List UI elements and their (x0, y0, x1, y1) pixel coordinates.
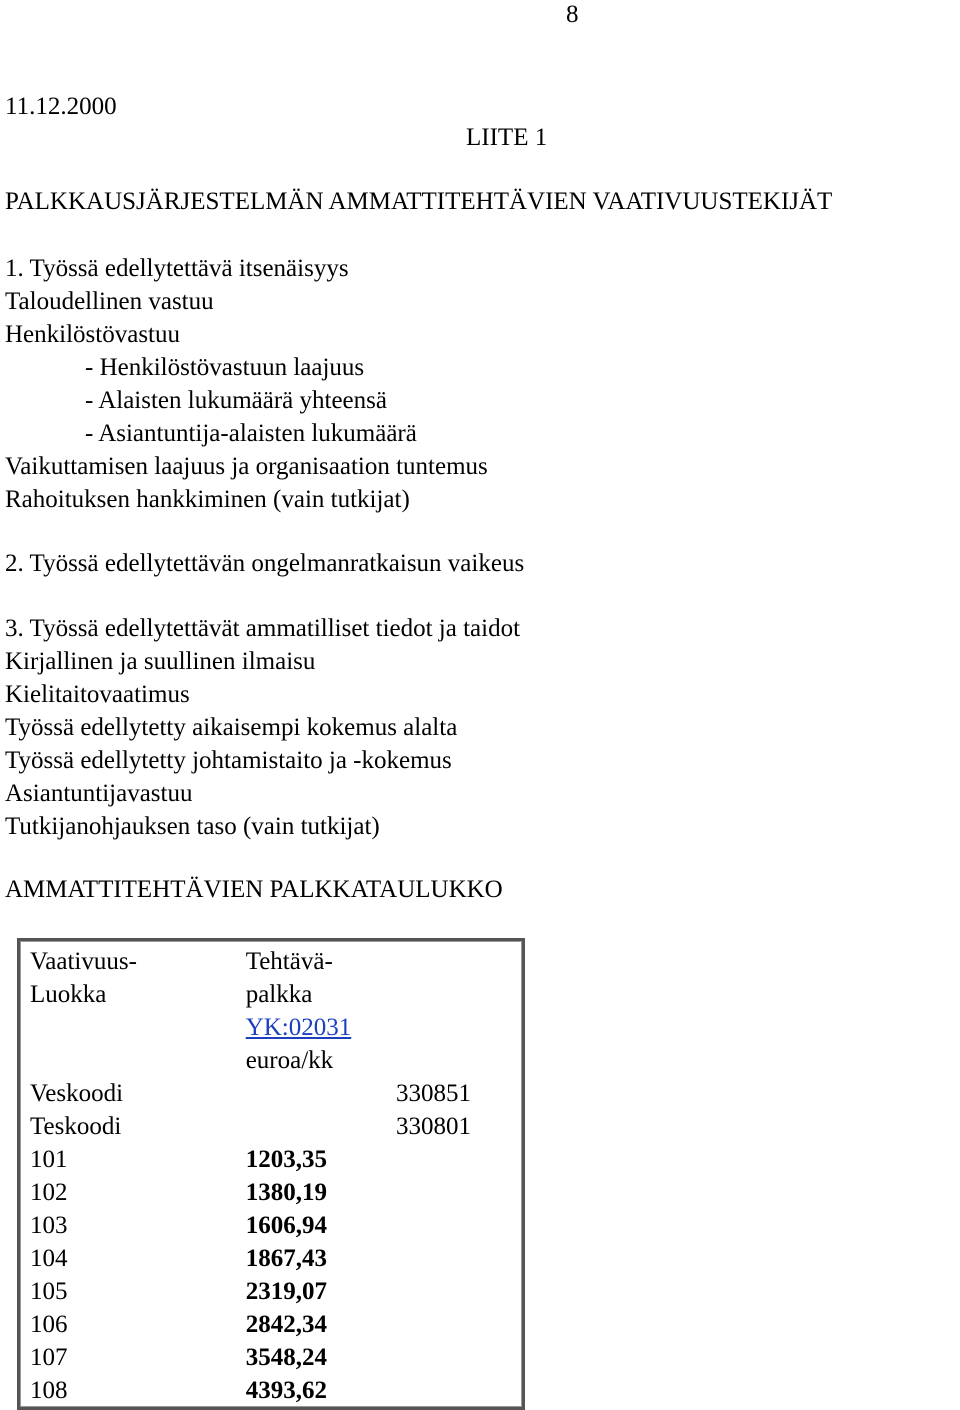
section-1-item: Rahoituksen hankkiminen (vain tutkijat) (5, 486, 410, 513)
section-1-item: Vaikuttamisen laajuus ja organisaation tuntemus (5, 453, 488, 480)
salary-cell: 1380,19 (245, 1179, 327, 1206)
document-date: 11.12.2000 (5, 93, 117, 120)
section-1-item: Taloudellinen vastuu (5, 288, 214, 315)
class-cell: 107 (30, 1344, 68, 1371)
section-1-heading: 1. Työssä edellytettävä itsenäisyys (5, 255, 349, 282)
yk-code-link[interactable]: YK:02031 (245, 1014, 352, 1041)
class-cell: 102 (30, 1179, 68, 1206)
header-unit: euroa/kk (245, 1047, 334, 1074)
table-row (19, 1341, 524, 1374)
section-1 (5, 252, 488, 516)
empty-cell (394, 1275, 524, 1308)
code-empty (246, 1110, 394, 1143)
section-3-item: Työssä edellytetty johtamistaito ja -kokemus (5, 747, 452, 774)
table-row (19, 1242, 524, 1275)
header-salary-line: Tehtävä- (245, 948, 333, 975)
code-value: 330801 (395, 1113, 471, 1140)
section-3-heading: 3. Työssä edellytettävät ammatilliset tiedot ja taidot (5, 615, 521, 642)
table-row (19, 1308, 524, 1341)
code-row (19, 1110, 524, 1143)
salary-cell: 4393,62 (245, 1377, 327, 1404)
salary-cell: 3548,24 (245, 1344, 327, 1371)
empty-cell (394, 1176, 524, 1209)
table-row (19, 1374, 524, 1409)
class-cell: 104 (30, 1245, 68, 1272)
code-label: Veskoodi (30, 1080, 124, 1107)
page-number: 8 (566, 1, 579, 28)
header-class (19, 940, 246, 1078)
empty-cell (394, 1374, 524, 1409)
section-1-subitem: - Alaisten lukumäärä yhteensä (85, 387, 387, 414)
empty-cell (394, 1308, 524, 1341)
code-empty (246, 1077, 394, 1110)
code-label: Teskoodi (30, 1113, 122, 1140)
section-3-item: Työssä edellytetty aikaisempi kokemus alalta (5, 714, 458, 741)
salary-cell: 1203,35 (245, 1146, 327, 1173)
header-class-line: Luokka (30, 981, 107, 1008)
salary-cell: 2319,07 (245, 1278, 327, 1305)
salary-cell: 2842,34 (245, 1311, 327, 1338)
table-row (19, 1275, 524, 1308)
section-2-heading: 2. Työssä edellytettävän ongelmanratkaisun vaikeus (5, 550, 525, 577)
class-cell: 106 (30, 1311, 68, 1338)
header-empty (394, 940, 524, 1078)
header-class-line: Vaativuus- (30, 948, 137, 975)
class-cell: 108 (30, 1377, 68, 1404)
table-title: AMMATTITEHTÄVIEN PALKKATAULUKKO (5, 876, 503, 903)
section-1-item: Henkilöstövastuu (5, 321, 180, 348)
class-cell: 103 (30, 1212, 68, 1239)
class-cell: 105 (30, 1278, 68, 1305)
table-header-row (19, 940, 524, 1078)
section-3-item: Asiantuntijavastuu (5, 780, 193, 807)
table-row (19, 1176, 524, 1209)
document-title: PALKKAUSJÄRJESTELMÄN AMMATTITEHTÄVIEN VAATIVUUSTEKIJÄT (5, 188, 833, 215)
section-3-item: Tutkijanohjauksen taso (vain tutkijat) (5, 813, 380, 840)
table-row (19, 1143, 524, 1176)
section-3-item: Kielitaitovaatimus (5, 681, 190, 708)
empty-cell (394, 1143, 524, 1176)
salary-cell: 1606,94 (245, 1212, 327, 1239)
salary-cell: 1867,43 (245, 1245, 327, 1272)
section-1-subitem: - Asiantuntija-alaisten lukumäärä (85, 420, 417, 447)
appendix-label: LIITE 1 (466, 124, 548, 151)
table-row (19, 1209, 524, 1242)
header-salary (246, 940, 394, 1078)
class-cell: 101 (30, 1146, 68, 1173)
header-salary-line: palkka (245, 981, 313, 1008)
code-value: 330851 (395, 1080, 471, 1107)
section-3 (5, 612, 520, 843)
code-row (19, 1077, 524, 1110)
empty-cell (394, 1341, 524, 1374)
section-3-item: Kirjallinen ja suullinen ilmaisu (5, 648, 316, 675)
empty-cell (394, 1209, 524, 1242)
salary-table (17, 938, 525, 1410)
empty-cell (394, 1242, 524, 1275)
section-1-subitem: - Henkilöstövastuun laajuus (85, 354, 365, 381)
